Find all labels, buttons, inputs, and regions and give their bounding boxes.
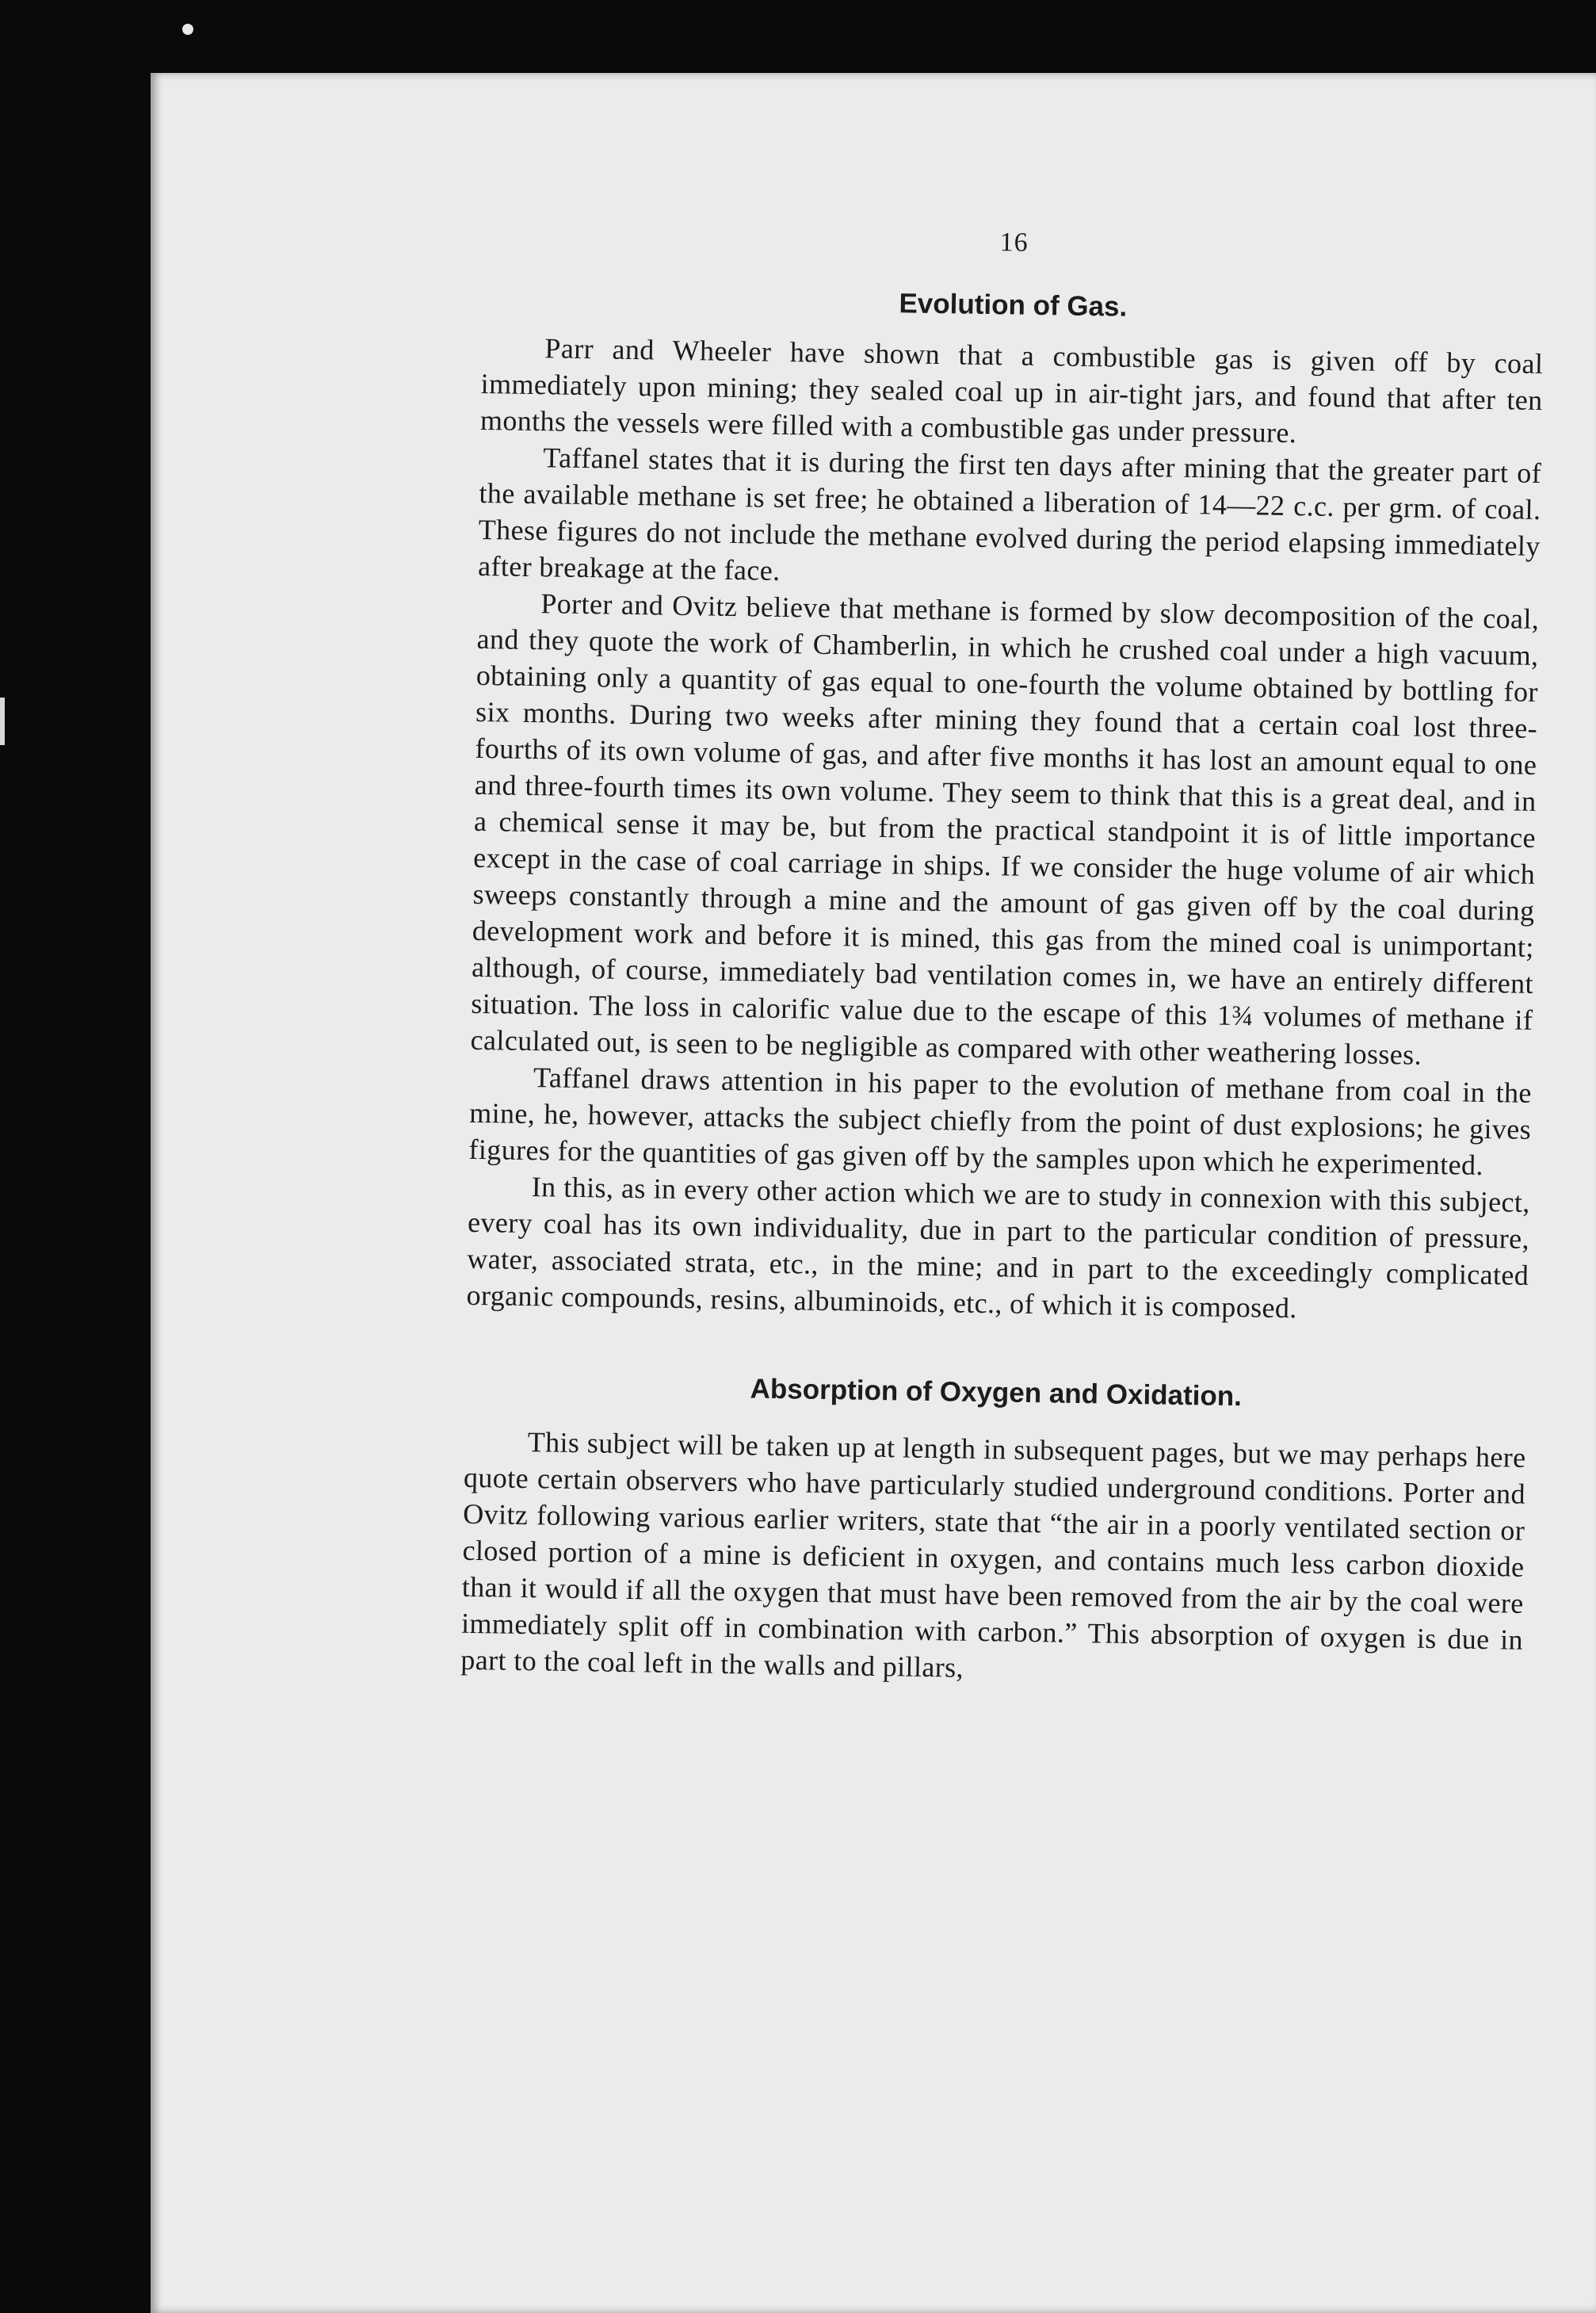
scan-artifact-dot — [182, 24, 193, 35]
paragraph: Taffanel states that it is during the first ten days after mining that the greater part of the available methane is set free; he obtained a liberation of 14—22 c.c. per grm. of coal. These figures do not include the methane evolved during the period elapsing immediately after breakage at the face. — [477, 442, 1542, 587]
paragraph: In this, as in every other action which we are to study in connexion with this subject, every coal has its own individuality, due in part to the particular condition of pressure, water, associated strata, etc., in the mine; and in part to the exceedingly complicated organic compounds, resins, albuminoids, etc., of which it is composed. — [466, 1171, 1531, 1325]
document-page — [151, 73, 1596, 2313]
paragraph: Parr and Wheeler have shown that a combustible gas is given off by coal immediately upon mining; they sealed coal up in air-tight jars, and found that after ten months the vessels were filled with a combustible gas under pressure. — [479, 332, 1544, 449]
section-heading-evolution-of-gas: Evolution of Gas. — [899, 288, 1128, 323]
page-content — [460, 220, 1545, 1695]
section-heading-absorption-of-oxygen: Absorption of Oxygen and Oxidation. — [750, 1373, 1243, 1413]
scan-artifact-edge — [0, 698, 5, 745]
paragraph: Taffanel draws attention in his paper to the evolution of methane from coal in the mine, he, however, attacks the subject chiefly from the point of dust explosions; he gives figures for the quantities of gas given off by the samples upon which he experimented. — [468, 1061, 1533, 1181]
paragraph: This subject will be taken up at length in subsequent pages, but we may perhaps here quote certain observers who have particularly studied underground conditions. Porter and Ovitz following various earlier writers, state that “the air in a poorly ventilated section or closed portion of a mine is deficient in oxygen, and contains much less carbon dioxide than it would if all the oxygen that must have been removed from the air by the coal were immediately split off in combination with carbon.” This absorption of oxygen is due in part to the coal left in the walls and pillars, — [460, 1426, 1526, 1684]
paragraph: Porter and Ovitz believe that methane is formed by slow decomposition of the coal, and they quote the work of Chamberlin, in which he crushed coal under a high vacuum, obtaining only a quantity of gas equal to one-fourth the volume obtained by bottling for six months. During two weeks after mining they found that a certain coal lost three-fourths of its own volume of gas, and after five months it has lost an amount equal to one and three-fourth times its own volume. They seem to think that this is a great deal, and in a chemical sense it may be, but from the practical standpoint it is of little importance except in the case of coal carriage in ships. If we consider the huge volume of air which sweeps constantly through a mine and the amount of gas given off by the coal during development work and before it is mined, this gas from the mined coal is unimportant; although, of course, immediately bad ventilation comes in, we have an entirely different situation. The loss in calorific value due to the escape of this 1¾ volumes of methane if calculated out, is seen to be negligible as compared with other weathering losses. — [470, 587, 1540, 1071]
page-number: 16 — [999, 227, 1029, 258]
